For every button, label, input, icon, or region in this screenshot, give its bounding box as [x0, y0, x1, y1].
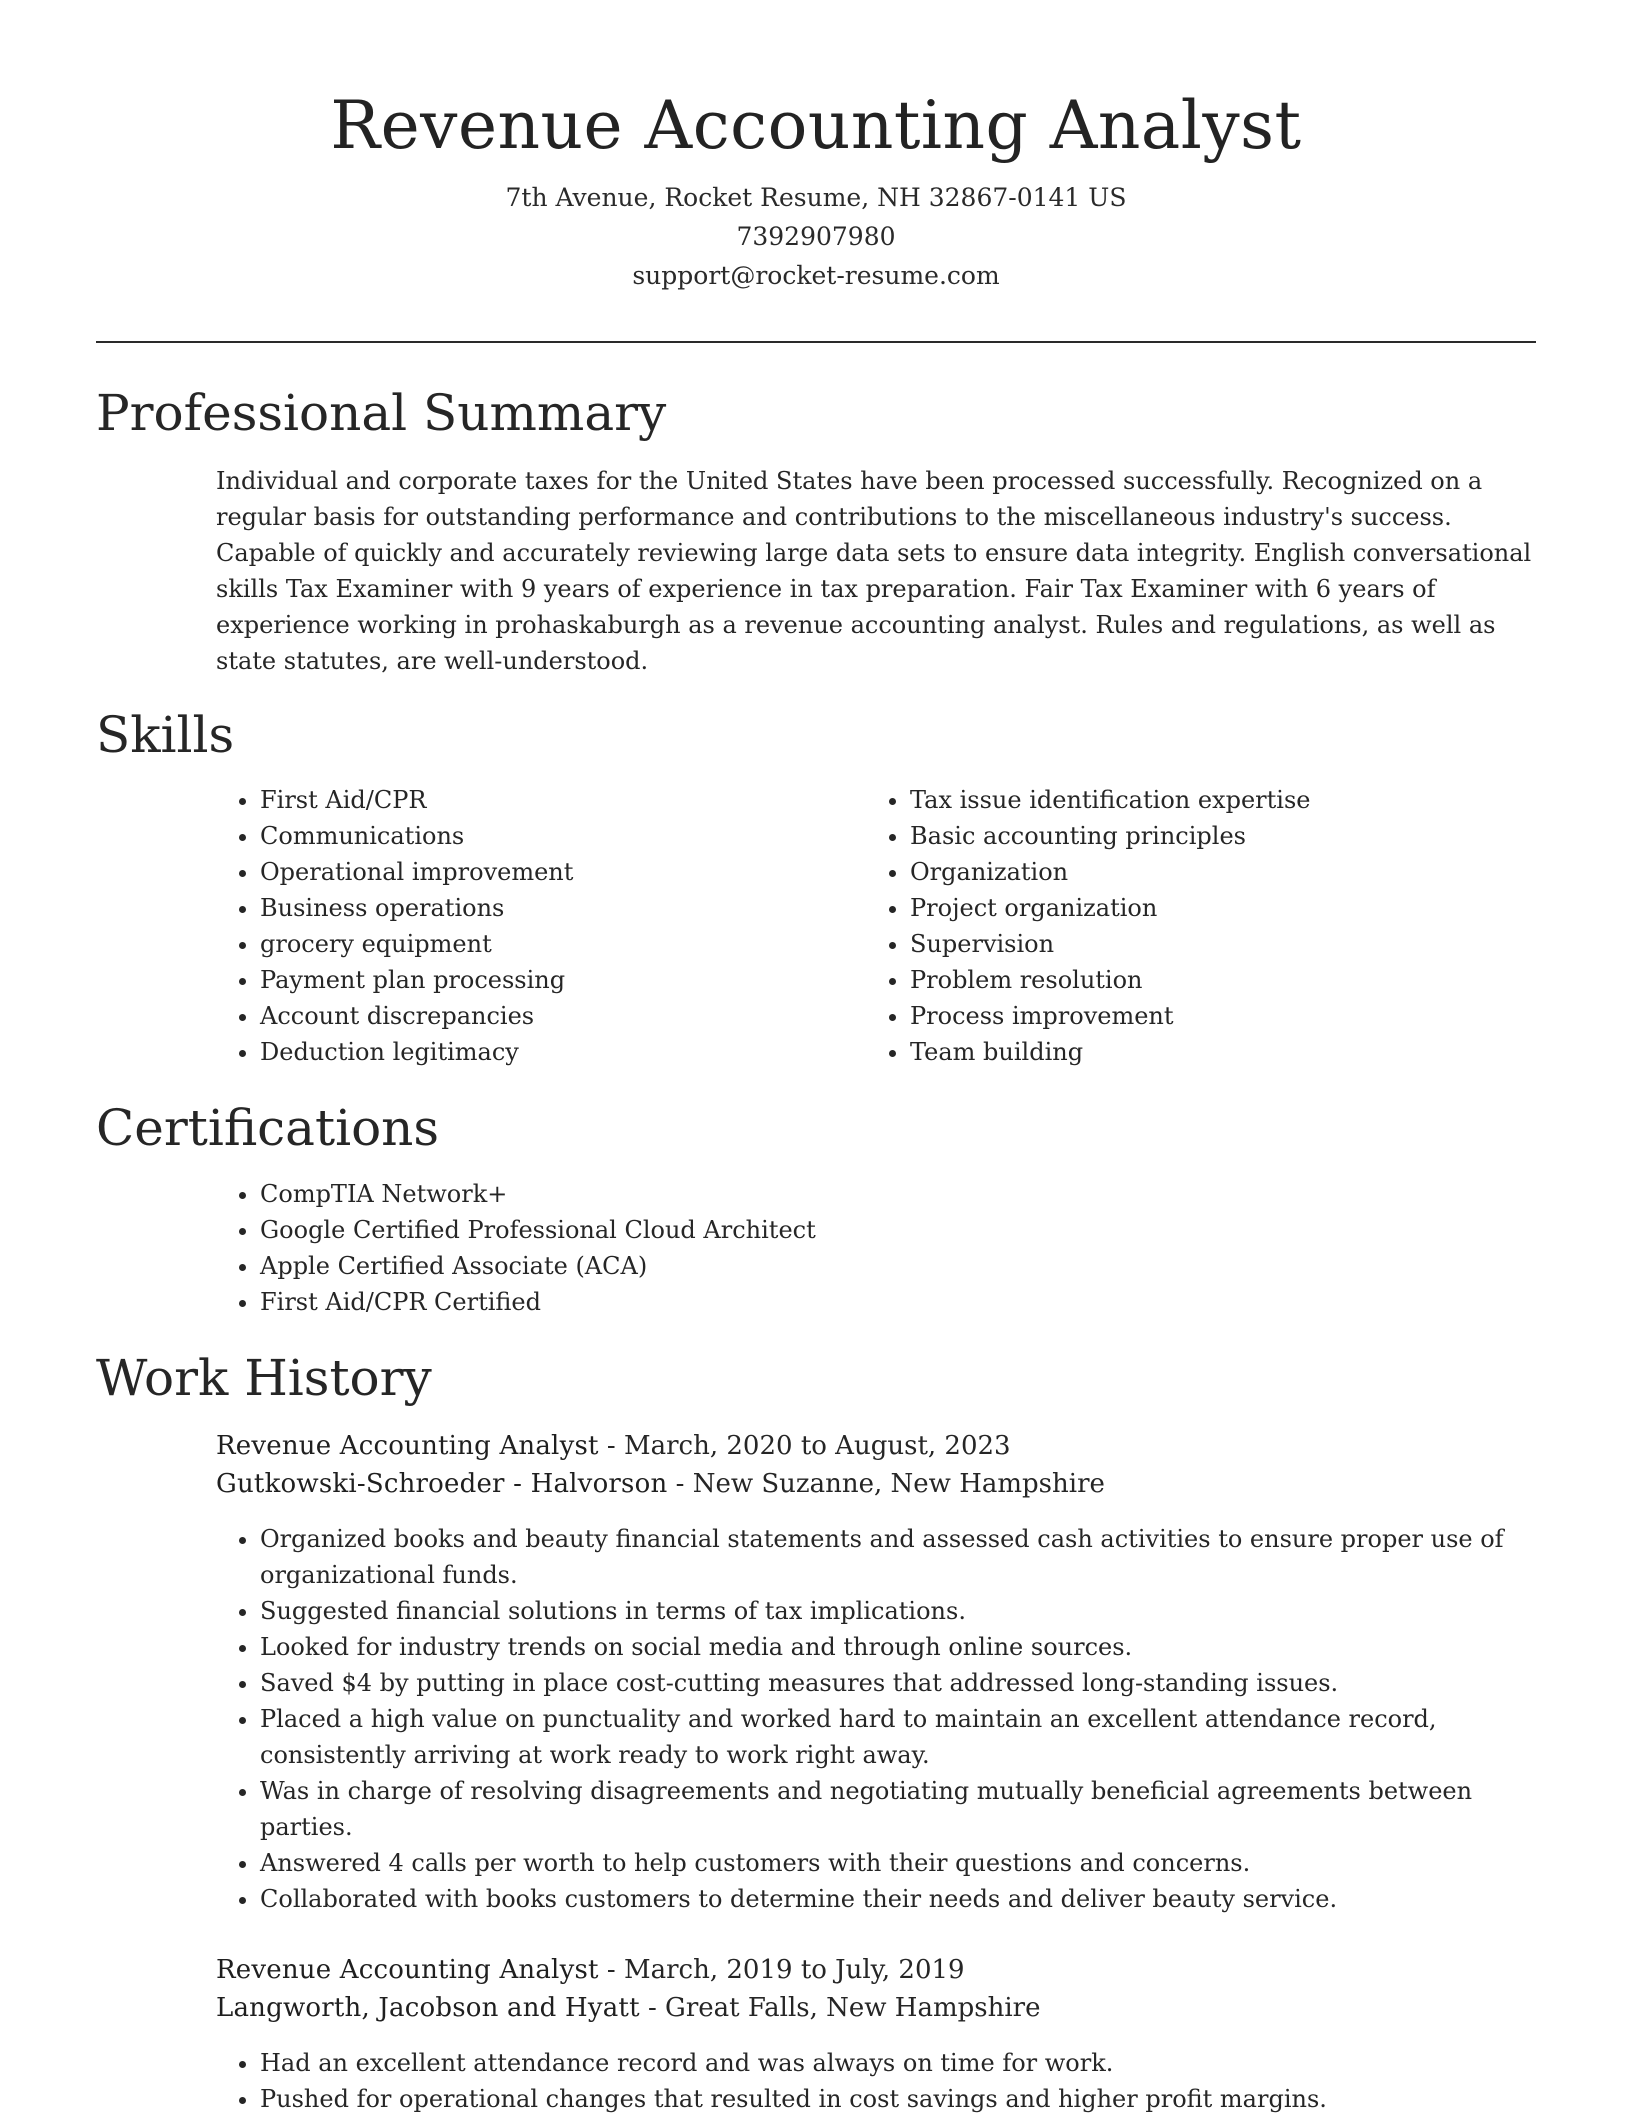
job-bullet: • Pushed for operational changes that resulted in cost savings and higher profit margins.: [260, 2081, 1560, 2117]
job-company-line: [216, 1989, 1040, 2027]
skill-item: • Business operations: [260, 890, 840, 926]
job-bullet: • Looked for industry trends on social media and through online sources.: [260, 1629, 1560, 1665]
skill-item: • Operational improvement: [260, 854, 840, 890]
skill-item: • Communications: [260, 818, 840, 854]
skill-item: • Payment plan processing: [260, 962, 840, 998]
job-company: Langworth, Jacobson and Hyatt: [216, 1993, 640, 2023]
job-bullets: [216, 1521, 1560, 1917]
skill-item: • Supervision: [910, 926, 1530, 962]
skills-list-left: [216, 782, 840, 1070]
skill-item: • First Aid/CPR: [260, 782, 840, 818]
job-bullet: • Answered 4 calls per worth to help customers with their questions and concerns.: [260, 1845, 1560, 1881]
job-title: Revenue Accounting Analyst: [216, 1955, 599, 1985]
job-bullet: • Was in charge of resolving disagreements and negotiating mutually beneficial agreements between parties.: [260, 1773, 1560, 1845]
job-bullet: • Organized books and beauty financial statements and assessed cash activities to ensure proper use of organizational funds.: [260, 1521, 1560, 1593]
summary-heading: Professional Summary: [96, 384, 667, 442]
certification-item: • CompTIA Network+: [260, 1176, 1580, 1212]
skill-item: • Problem resolution: [910, 962, 1530, 998]
skills-heading: Skills: [96, 706, 235, 764]
job-bullet: • Collaborated with books customers to determine their needs and deliver beauty service.: [260, 1881, 1560, 1917]
certifications-heading: Certifications: [96, 1099, 440, 1157]
skill-item: • Team building: [910, 1034, 1530, 1070]
address: 7th Avenue, Rocket Resume, NH 32867-0141 US: [505, 183, 1127, 212]
certification-item: • Google Certified Professional Cloud Architect: [260, 1212, 1580, 1248]
certifications-list: [216, 1176, 1580, 1320]
certification-item: • Apple Certified Associate (ACA): [260, 1248, 1580, 1284]
job-bullet: • Saved $4 by putting in place cost-cutting measures that addressed long-standing issues.: [260, 1665, 1560, 1701]
job-location: Great Falls, New Hampshire: [665, 1993, 1041, 2023]
skill-item: • Project organization: [910, 890, 1530, 926]
separator: -: [667, 1469, 693, 1499]
skill-item: • Account discrepancies: [260, 998, 840, 1034]
skill-item: • Process improvement: [910, 998, 1530, 1034]
email: support@rocket-resume.com: [632, 261, 1000, 290]
phone: 7392907980: [736, 222, 896, 251]
job-company: Gutkowski-Schroeder - Halvorson: [216, 1469, 668, 1499]
job-bullets: [216, 2045, 1560, 2117]
job-title-line: [216, 1951, 965, 1989]
skill-item: • Deduction legitimacy: [260, 1034, 840, 1070]
job-title-line: [216, 1427, 1011, 1465]
job-dates: March, 2020 to August, 2023: [624, 1431, 1011, 1461]
separator: -: [598, 1955, 624, 1985]
skills-list-right: [866, 782, 1530, 1070]
contact-block: [0, 178, 1632, 295]
job-company-line: [216, 1465, 1105, 1503]
resume-header: [0, 84, 1632, 295]
separator: -: [598, 1431, 624, 1461]
skill-item: • Basic accounting principles: [910, 818, 1530, 854]
job-title: Revenue Accounting Analyst: [216, 1431, 599, 1461]
job-bullet: • Placed a high value on punctuality and worked hard to maintain an excellent attendance record, consistently arriving at work ready to work right away.: [260, 1701, 1560, 1773]
job-location: New Suzanne, New Hampshire: [692, 1469, 1105, 1499]
job-bullet: • Suggested financial solutions in terms of tax implications.: [260, 1593, 1560, 1629]
header-divider: [96, 341, 1536, 343]
skill-item: • Tax issue identification expertise: [910, 782, 1530, 818]
separator: -: [639, 1993, 666, 2023]
job-bullet: • Had an excellent attendance record and was always on time for work.: [260, 2045, 1560, 2081]
summary-text: Individual and corporate taxes for the United States have been processed successfully. Recognized on a regular basis for outstanding performance and contributions to the miscellaneous industry's success. Capable of quickly and accurately reviewing large data sets to ensure data integrity. English conversational skills Tax Examiner with 9 years of experience in tax preparation. Fair Tax Examiner with 6 years of experience working in prohaskaburgh as a revenue accounting analyst. Rules and regulations, as well as state statutes, are well-understood.: [216, 467, 1532, 675]
certification-item: • First Aid/CPR Certified: [260, 1284, 1580, 1320]
skill-item: • Organization: [910, 854, 1530, 890]
work-history-heading: Work History: [96, 1349, 432, 1407]
skill-item: • grocery equipment: [260, 926, 840, 962]
candidate-name: Revenue Accounting Analyst: [330, 87, 1302, 164]
job-dates: March, 2019 to July, 2019: [624, 1955, 965, 1985]
